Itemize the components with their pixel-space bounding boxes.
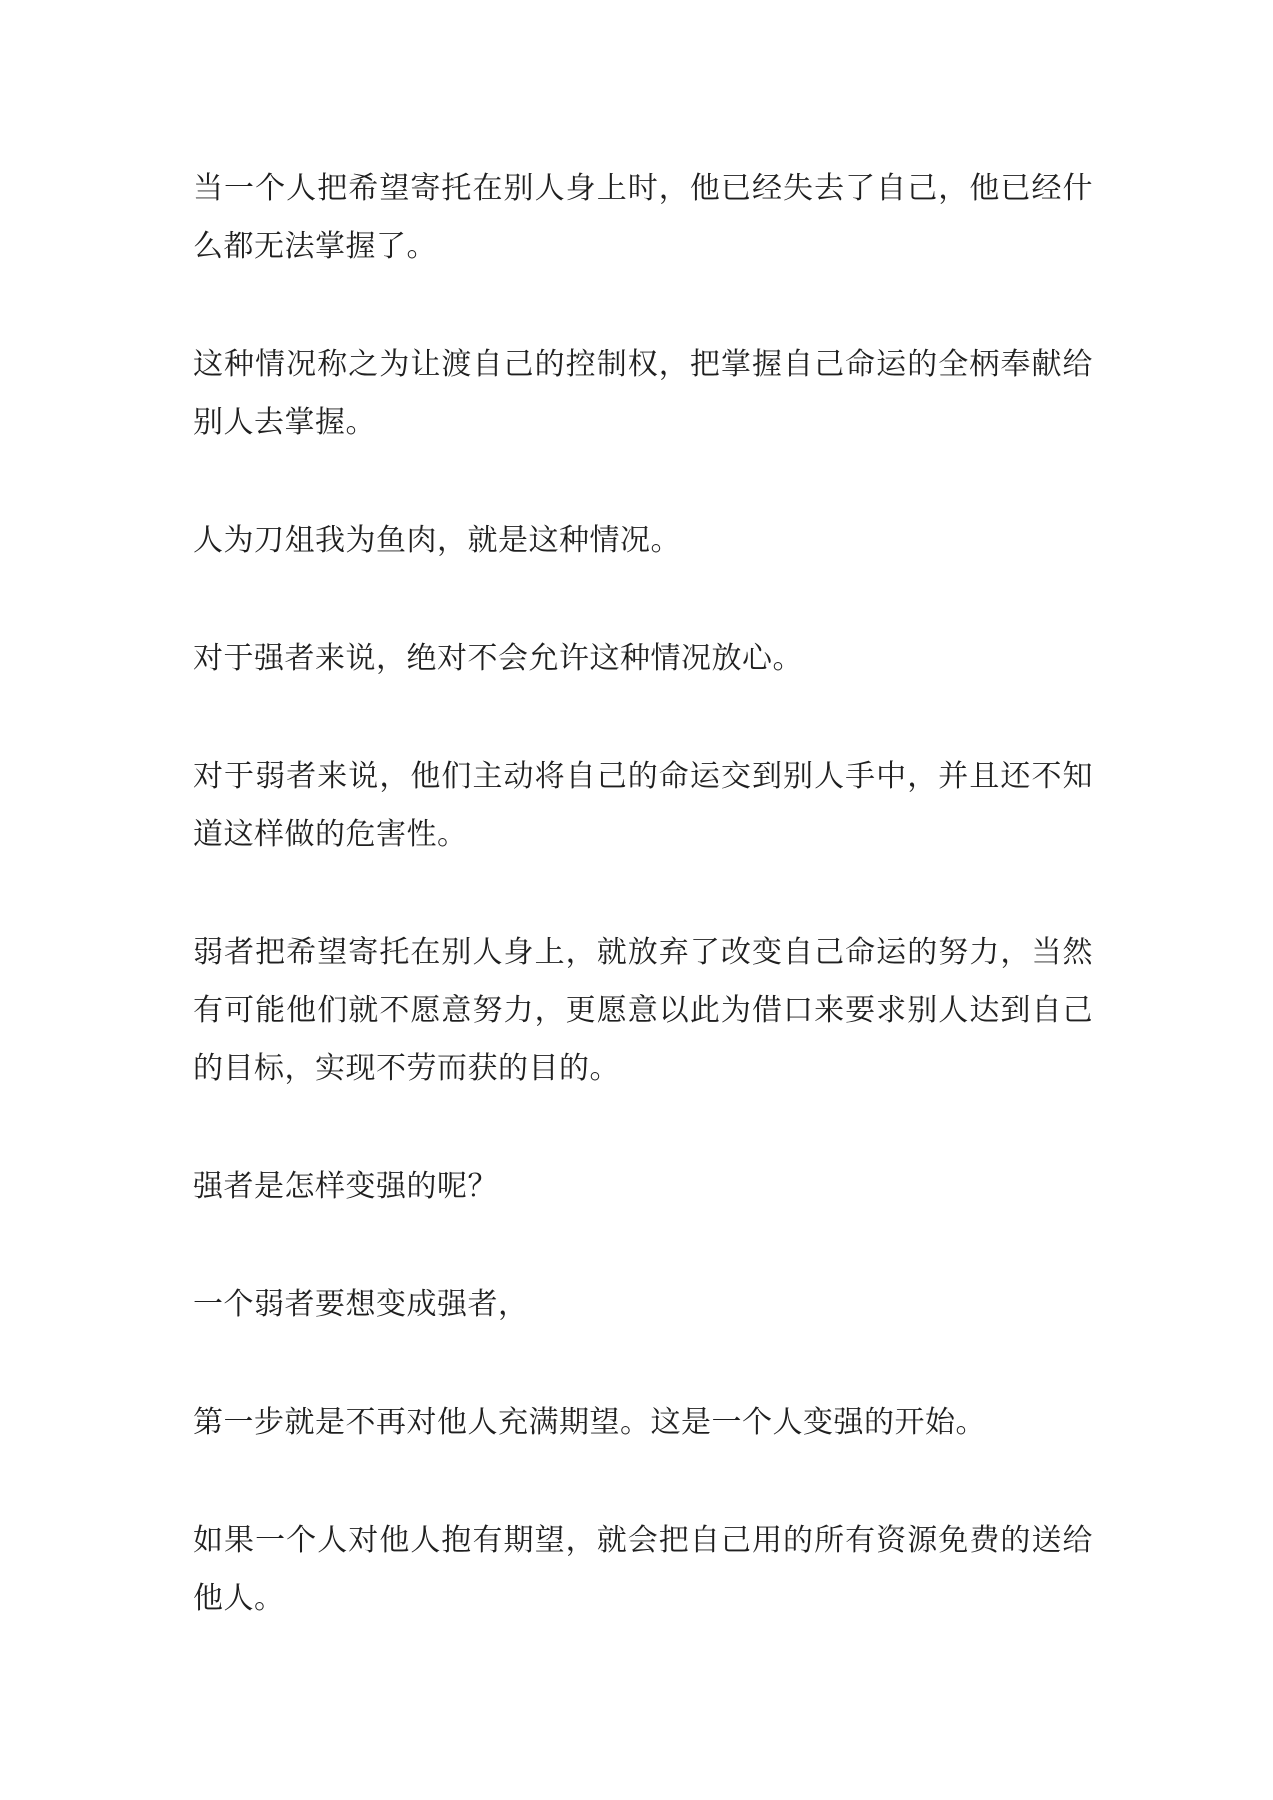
paragraph-2: 这种情况称之为让渡自己的控制权，把掌握自己命运的全柄奉献给别人去掌握。: [193, 347, 1093, 440]
paragraph-5: 对于弱者来说，他们主动将自己的命运交到别人手中，并且还不知道这样做的危害性。: [193, 759, 1093, 852]
paragraph-10: 如果一个人对他人抱有期望，就会把自己用的所有资源免费的送给他人。: [193, 1523, 1093, 1616]
paragraph-7: 强者是怎样变强的呢？: [193, 1169, 498, 1204]
paragraph-9: 第一步就是不再对他人充满期望。这是一个人变强的开始。: [193, 1405, 986, 1440]
paragraph-3: 人为刀俎我为鱼肉，就是这种情况。: [193, 523, 681, 558]
document-body: [193, 160, 1093, 1688]
paragraph-4: 对于强者来说，绝对不会允许这种情况放心。: [193, 641, 803, 676]
paragraph-6: 弱者把希望寄托在别人身上，就放弃了改变自己命运的努力，当然有可能他们就不愿意努力，更愿意以此为借口来要求别人达到自己的目标，实现不劳而获的目的。: [193, 935, 1093, 1086]
paragraph-8: 一个弱者要想变成强者，: [193, 1287, 529, 1322]
paragraph-1: 当一个人把希望寄托在别人身上时，他已经失去了自己，他已经什么都无法掌握了。: [193, 171, 1093, 264]
